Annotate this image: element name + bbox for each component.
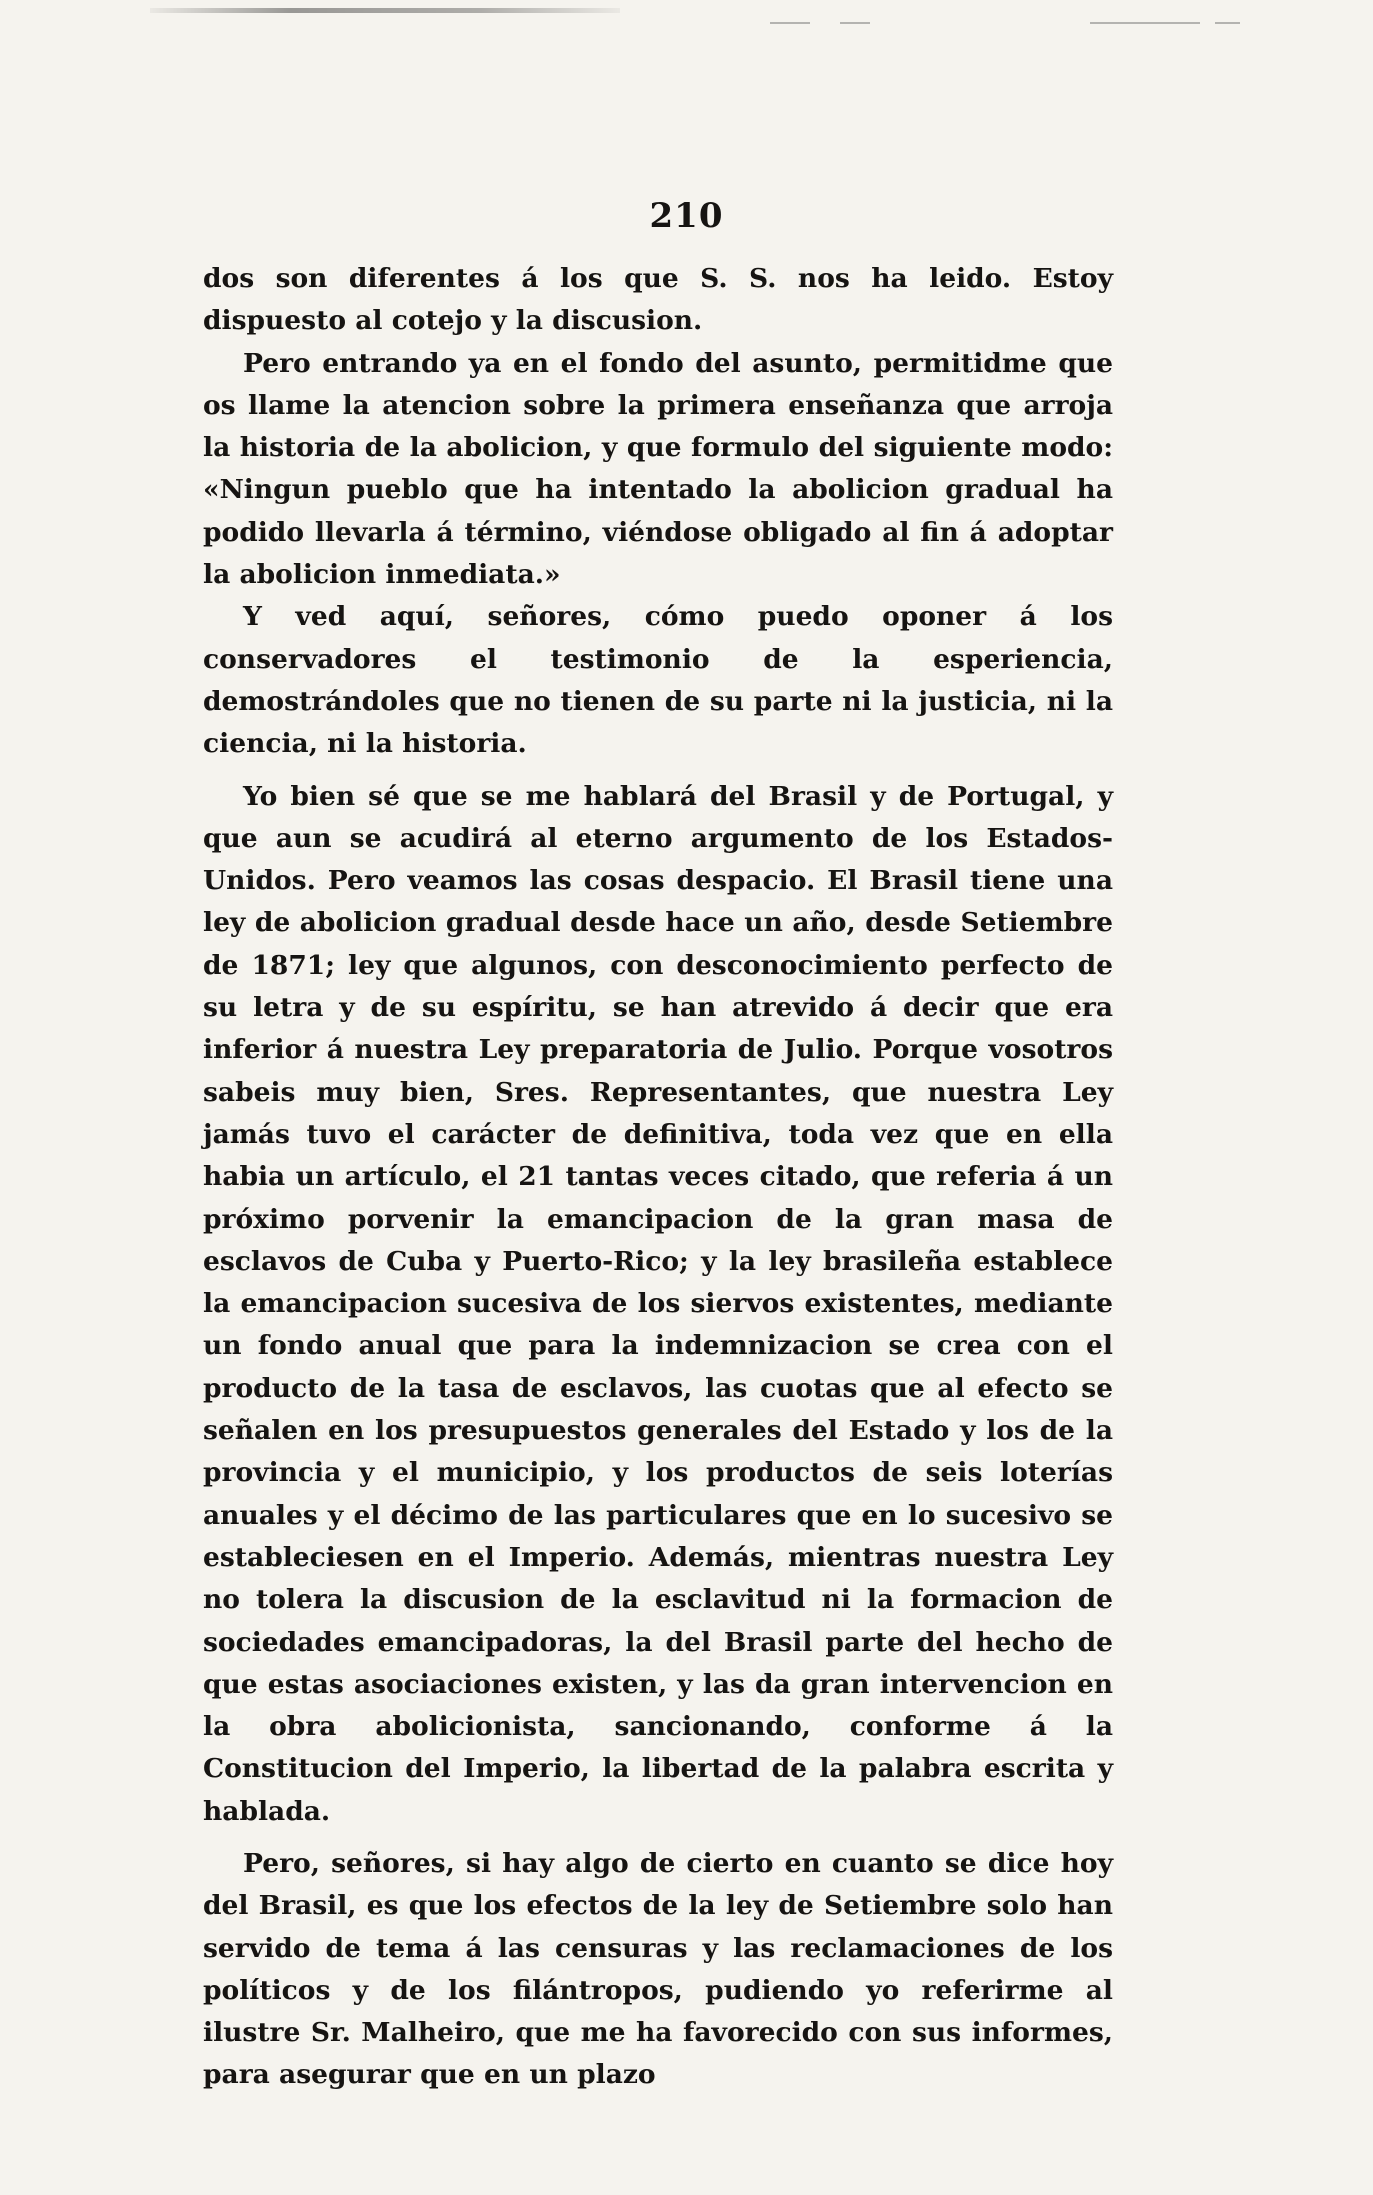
paragraph: Yo bien sé que se me hablará del Brasil y de Portugal, y que aun se acudirá al eterno argumento de los Estados-Unidos. Pero veamos las cosas despacio. El Brasil tiene una ley de abolicion gradual desde hace un año, desde Setiembre de 1871; ley que algunos, con desconocimiento perfecto de su letra y de su espíritu, se han atrevido á decir que era inferior á nuestra Ley preparatoria de Julio. Porque vosotros sabeis muy bien, Sres. Representantes, que nuestra Ley jamás tuvo el carácter de definitiva, toda vez que en ella habia un artículo, el 21 tantas veces citado, que referia á un próximo porvenir la emancipacion de la gran masa de esclavos de Cuba y Puerto-Rico; y la ley brasileña establece la emancipacion sucesiva de los siervos existentes, mediante un fondo anual que para la indemnizacion se crea con el producto de la tasa de esclavos, las cuotas que al efecto se señalen en los presupuestos generales del Estado y los de la provincia y el municipio, y los productos de seis loterías anuales y el décimo de las particulares que en lo sucesivo se estableciesen en el Imperio. Además, mientras nuestra Ley no tolera la discusion de la esclavitud ni la formacion de sociedades emancipadoras, la del Brasil parte del hecho de que estas asociaciones existen, y las da gran intervencion en la obra abolicionista, sancionando, conforme á la Constitucion del Imperio, la libertad de la palabra escrita y hablada. [203, 780, 1113, 1827]
paragraph: Y ved aquí, señores, cómo puedo oponer á los conservadores el testimonio de la esperiencia, demostrándoles que no tienen de su parte ni la justicia, ni la ciencia, ni la historia. [203, 601, 1113, 760]
scan-mark [770, 22, 810, 24]
scan-mark [1090, 22, 1200, 24]
paragraph: Pero, señores, si hay algo de cierto en cuanto se dice hoy del Brasil, es que los efectos de la ley de Setiembre solo han servido de tema á las censuras y las reclamaciones de los políticos y de los filántropos, pudiendo yo referirme al ilustre Sr. Malheiro, que me ha favorecido con sus informes, para asegurar que en un plazo [203, 1847, 1113, 2091]
scan-mark [1215, 22, 1240, 24]
scan-mark [840, 22, 870, 24]
top-scan-rule [150, 8, 620, 13]
body-text [203, 258, 1113, 2097]
page-number: 210 [649, 196, 724, 236]
paragraph: dos son diferentes á los que S. S. nos ha leido. Estoy dispuesto al cotejo y la discusion. [203, 263, 1113, 337]
paragraph: Pero entrando ya en el fondo del asunto, permitidme que os llame la atencion sobre la primera enseñanza que arroja la historia de la abolicion, y que formulo del siguiente modo: «Ningun pueblo que ha intentado la abolicion gradual ha podido llevarla á término, viéndose obligado al fin á adoptar la abolicion inmediata.» [203, 347, 1113, 591]
